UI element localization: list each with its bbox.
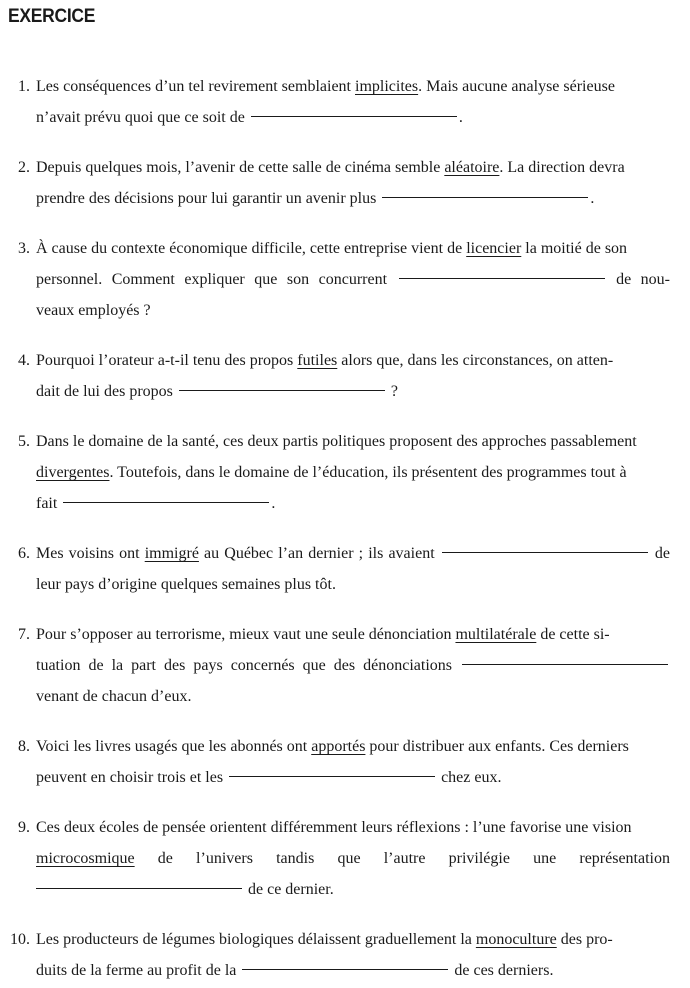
exercise-text: peuvent en choisir trois et les	[36, 769, 224, 786]
exercise-text: Voici les livres usagés que les abonnés ont	[36, 738, 312, 755]
underlined-word: aléatoire	[444, 159, 500, 176]
exercise-text: des pro-	[556, 931, 613, 948]
exercise-text: au Québec l’an dernier ; ils avaient	[198, 545, 435, 562]
answer-blank[interactable]	[399, 277, 605, 279]
exercise-number: 10.	[10, 931, 30, 948]
exercise-text: alors que, dans les circonstances, on atten-	[337, 352, 614, 369]
underlined-word: futiles	[297, 352, 338, 369]
exercise-number: 8.	[18, 738, 30, 755]
answer-blank[interactable]	[382, 196, 588, 198]
underlined-word: immigré	[144, 545, 199, 562]
exercise-text: .	[590, 190, 595, 207]
exercise-text: fait	[36, 495, 58, 512]
underlined-word: monoculture	[475, 931, 557, 948]
exercise-text: ?	[390, 383, 398, 400]
exercise-text: prendre des décisions pour lui garantir un avenir plus	[36, 190, 377, 207]
exercise-text: de	[654, 545, 671, 562]
exercise-number: 7.	[18, 626, 30, 643]
exercise-text: . Toutefois, dans le domaine de l’éducation, ils présentent des programmes tout à	[109, 464, 627, 481]
exercise-text: de cette si-	[536, 626, 610, 643]
exercise-number: 4.	[18, 352, 30, 369]
exercise-text: Pour s’opposer au terrorisme, mieux vaut une seule dénonciation	[36, 626, 456, 643]
exercise-text: de nou-	[616, 271, 671, 288]
exercise-text: n’avait prévu quoi que ce soit de	[36, 109, 245, 126]
answer-blank[interactable]	[179, 389, 385, 391]
exercise-text: À cause du contexte économique difficile, cette entreprise vient de	[36, 240, 467, 257]
exercise-text: Les producteurs de légumes biologiques délaissent graduellement la	[36, 931, 476, 948]
answer-blank[interactable]	[242, 968, 448, 970]
exercise-text: Depuis quelques mois, l’avenir de cette salle de cinéma semble	[36, 159, 445, 176]
exercise-text: Mes voisins ont	[36, 545, 145, 562]
underlined-word: multilatérale	[455, 626, 537, 643]
underlined-word: implicites	[355, 78, 419, 95]
exercise-number: 1.	[18, 78, 30, 95]
exercise-number: 2.	[18, 159, 30, 176]
answer-blank[interactable]	[229, 775, 435, 777]
exercise-text: de l’univers tandis que l’autre privilégie une représentation	[134, 850, 670, 867]
exercise-number: 3.	[18, 240, 30, 257]
answer-blank[interactable]	[63, 501, 269, 503]
exercise-text: .	[271, 495, 276, 512]
exercise-text: Dans le domaine de la santé, ces deux partis politiques proposent des approches passablement	[36, 433, 637, 450]
exercise-number: 9.	[18, 819, 30, 836]
exercise-number: 6.	[18, 545, 30, 562]
exercise-text: Ces deux écoles de pensée orientent différemment leurs réflexions : l’une favorise une vision	[36, 819, 632, 836]
underlined-word: apportés	[311, 738, 366, 755]
exercise-text: . Mais aucune analyse sérieuse	[418, 78, 615, 95]
underlined-word: licencier	[466, 240, 522, 257]
underlined-word: microcosmique	[36, 850, 135, 867]
exercise-text: pour distribuer aux enfants. Ces derniers	[365, 738, 629, 755]
exercise-text: de ces derniers.	[454, 962, 554, 979]
underlined-word: divergentes	[36, 464, 110, 481]
exercise-text: personnel. Comment expliquer que son concurrent	[36, 271, 388, 288]
answer-blank[interactable]	[442, 551, 648, 553]
answer-blank[interactable]	[462, 663, 668, 665]
exercise-text: duits de la ferme au profit de la	[36, 962, 237, 979]
exercise-text: tuation de la part des pays concernés que des dénonciations	[36, 657, 452, 674]
exercise-text: veaux employés ?	[36, 302, 151, 319]
exercise-text: Pourquoi l’orateur a-t-il tenu des propos	[36, 352, 298, 369]
exercise-text: dait de lui des propos	[36, 383, 173, 400]
answer-blank[interactable]	[36, 887, 242, 889]
exercise-text: leur pays d’origine quelques semaines plus tôt.	[36, 576, 336, 593]
exercise-title: EXERCICE	[8, 6, 96, 27]
exercise-number: 5.	[18, 433, 30, 450]
exercise-text: chez eux.	[441, 769, 502, 786]
exercise-text: .	[458, 109, 463, 126]
exercise-text: de ce dernier.	[248, 881, 334, 898]
exercise-text: la moitié de son	[521, 240, 628, 257]
exercise-text: Les conséquences d’un tel revirement semblaient	[36, 78, 355, 95]
exercise-text: venant de chacun d’eux.	[36, 688, 192, 705]
exercise-text: . La direction devra	[499, 159, 625, 176]
answer-blank[interactable]	[251, 115, 457, 117]
